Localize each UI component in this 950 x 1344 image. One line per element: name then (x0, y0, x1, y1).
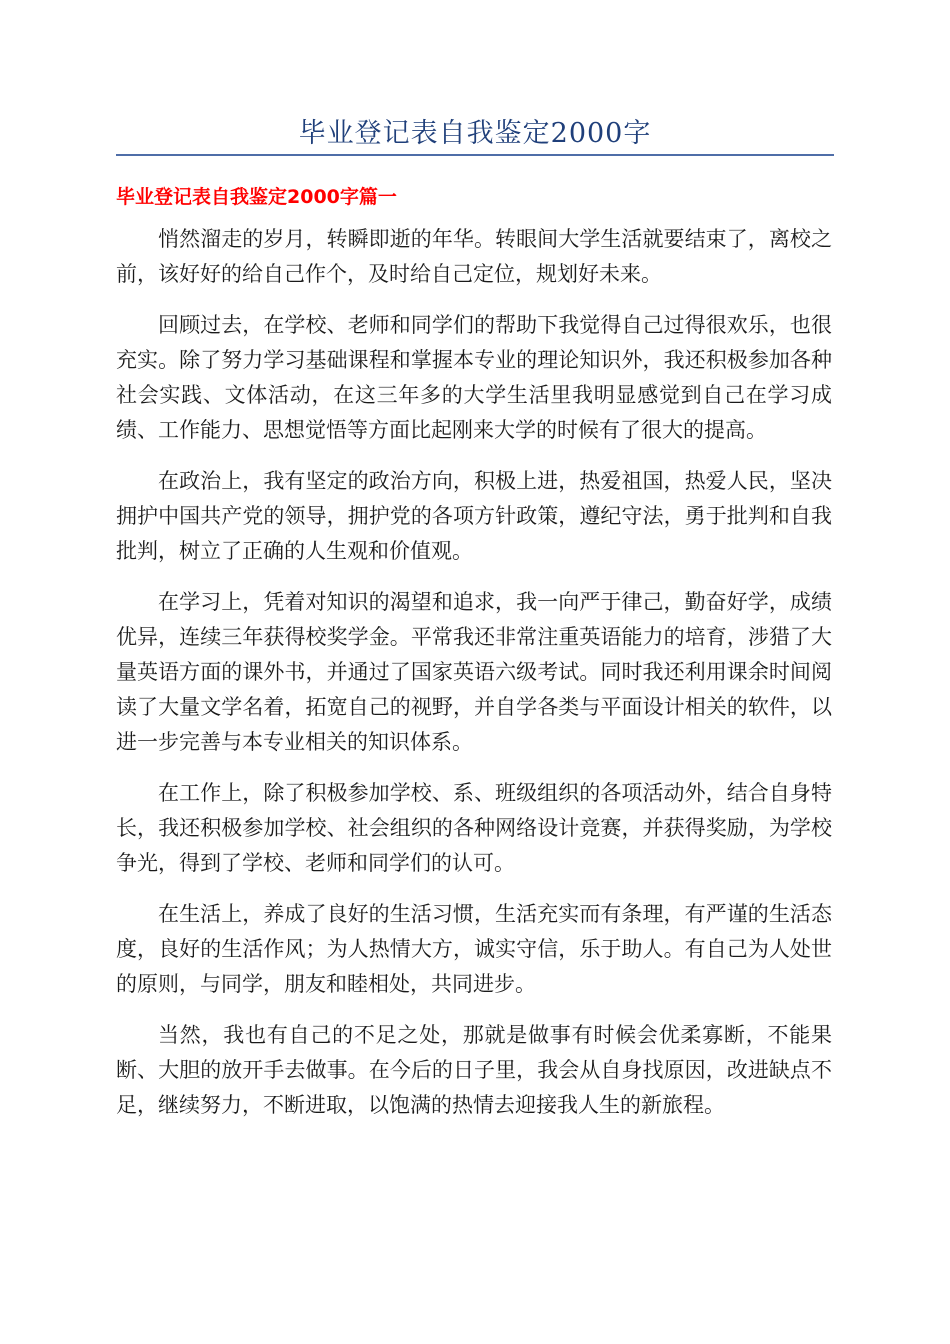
paragraph: 当然，我也有自己的不足之处，那就是做事有时候会优柔寡断，不能果断、大胆的放开手去做事。在今后的日子里，我会从自身找原因，改进缺点不足，继续努力，不断进取，以饱满的热情去迎接我人生的新旅程。 (116, 1023, 832, 1117)
title-underline-rule (116, 154, 834, 156)
paragraph: 回顾过去，在学校、老师和同学们的帮助下我觉得自己过得很欢乐，也很充实。除了努力学习基础课程和掌握本专业的理论知识外，我还积极参加各种社会实践、文体活动，在这三年多的大学生活里我明显感觉到自己在学习成绩、工作能力、思想觉悟等方面比起刚来大学的时候有了很大的提高。 (116, 313, 832, 442)
paragraph: 在政治上，我有坚定的政治方向，积极上进，热爱祖国，热爱人民，坚决拥护中国共产党的领导，拥护党的各项方针政策，遵纪守法，勇于批判和自我批判，树立了正确的人生观和价值观。 (116, 469, 832, 563)
paragraph: 悄然溜走的岁月，转瞬即逝的年华。转眼间大学生活就要结束了，离校之前，该好好的给自己作个，及时给自己定位，规划好未来。 (116, 227, 832, 286)
document-title: 毕业登记表自我鉴定2000字 (298, 118, 652, 149)
paragraph: 在生活上，养成了良好的生活习惯，生活充实而有条理，有严谨的生活态度，良好的生活作风；为人热情大方，诚实守信，乐于助人。有自己为人处世的原则，与同学，朋友和睦相处，共同进步。 (116, 902, 832, 996)
paragraph: 在工作上，除了积极参加学校、系、班级组织的各项活动外，结合自身特长，我还积极参加学校、社会组织的各种网络设计竞赛，并获得奖励，为学校争光，得到了学校、老师和同学们的认可。 (116, 781, 832, 875)
paragraph: 在学习上，凭着对知识的渴望和追求，我一向严于律己，勤奋好学，成绩优异，连续三年获得校奖学金。平常我还非常注重英语能力的培育，涉猎了大量英语方面的课外书，并通过了国家英语六级考试。同时我还利用课余时间阅读了大量文学名着，拓宽自己的视野，并自学各类与平面设计相关的软件，以进一步完善与本专业相关的知识体系。 (116, 590, 832, 754)
body-text (116, 222, 832, 1139)
section-heading: 毕业登记表自我鉴定2000字篇一 (116, 186, 397, 208)
